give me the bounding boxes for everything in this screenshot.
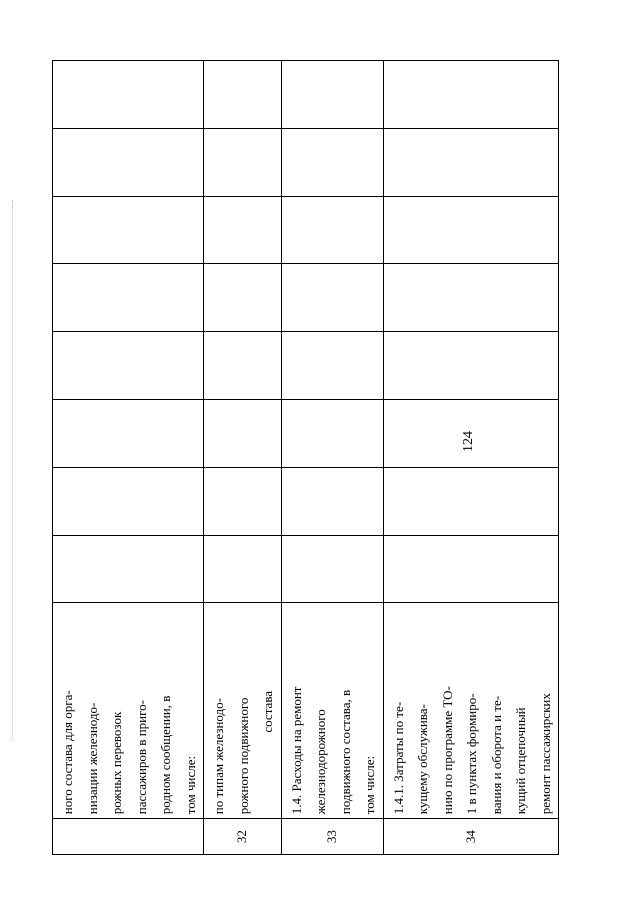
description-line: ремонт пассажирских bbox=[537, 693, 553, 815]
description-line: нию по программе ТО- bbox=[439, 686, 455, 815]
description-line: вания и оборота и те- bbox=[488, 695, 504, 815]
empty-value-cell bbox=[204, 467, 282, 535]
empty-value-cell bbox=[53, 467, 204, 535]
row-description-cell bbox=[281, 603, 383, 819]
empty-value-cell bbox=[204, 128, 282, 196]
description-line: том числе: bbox=[362, 755, 377, 815]
empty-value-cell bbox=[204, 61, 282, 129]
empty-value-cell bbox=[281, 61, 383, 129]
description-line: родном сообщении, в bbox=[158, 695, 173, 815]
empty-value-cell bbox=[281, 332, 383, 400]
empty-value-cell bbox=[204, 264, 282, 332]
empty-value-cell bbox=[204, 332, 282, 400]
row-number-cell: 34 bbox=[383, 819, 559, 855]
page-number: 124 bbox=[461, 431, 476, 452]
table-row bbox=[281, 61, 383, 855]
empty-value-cell bbox=[281, 467, 383, 535]
empty-value-cell bbox=[281, 196, 383, 264]
empty-value-cell bbox=[383, 332, 559, 400]
description-line: подвижного состава, в bbox=[337, 689, 353, 815]
description-line: ного состава для орга- bbox=[60, 690, 75, 815]
description-line: 1.4. Расходы на ремонт bbox=[288, 686, 304, 815]
empty-value-cell bbox=[281, 128, 383, 196]
empty-value-cell bbox=[281, 400, 383, 468]
data-table bbox=[52, 60, 559, 855]
row-description-cell bbox=[53, 603, 204, 819]
table-row bbox=[383, 61, 559, 855]
table-row bbox=[53, 61, 204, 855]
empty-value-cell bbox=[383, 535, 559, 603]
empty-value-cell bbox=[383, 196, 559, 264]
row-description-cell bbox=[383, 603, 559, 819]
empty-value-cell bbox=[53, 535, 204, 603]
description-line: рожных перевозок bbox=[109, 711, 124, 815]
empty-value-cell bbox=[383, 467, 559, 535]
description-line: кущий отцепочный bbox=[513, 707, 528, 815]
table-row bbox=[204, 61, 282, 855]
description-line: железнодорожного bbox=[313, 709, 328, 815]
empty-value-cell bbox=[53, 264, 204, 332]
description-line: кущему обслужива- bbox=[415, 704, 430, 815]
description-line: пассажиров в приго- bbox=[133, 700, 149, 815]
description-line: 1 в пунктах формиро- bbox=[464, 693, 479, 815]
description-line: низации железнодо- bbox=[84, 702, 100, 815]
empty-value-cell bbox=[53, 400, 204, 468]
empty-value-cell bbox=[53, 61, 204, 129]
row-number-cell: 32 bbox=[204, 819, 282, 855]
description-line: состава bbox=[260, 690, 275, 733]
empty-value-cell bbox=[53, 128, 204, 196]
description-line: том числе: bbox=[182, 755, 198, 815]
empty-value-cell bbox=[383, 400, 559, 468]
rotated-table bbox=[52, 60, 553, 855]
empty-value-cell bbox=[204, 400, 282, 468]
row-number-cell: 33 bbox=[281, 819, 383, 855]
empty-value-cell bbox=[53, 332, 204, 400]
description-line: 1.4.1. Затраты по те- bbox=[390, 701, 406, 815]
empty-value-cell bbox=[204, 535, 282, 603]
empty-value-cell bbox=[383, 61, 559, 129]
description-line: по типам железнодо- bbox=[211, 698, 226, 815]
empty-value-cell bbox=[383, 264, 559, 332]
empty-value-cell bbox=[53, 196, 204, 264]
description-line: рожного подвижного bbox=[235, 697, 251, 815]
empty-value-cell bbox=[383, 128, 559, 196]
empty-value-cell bbox=[281, 535, 383, 603]
empty-value-cell bbox=[281, 264, 383, 332]
empty-value-cell bbox=[204, 196, 282, 264]
row-description-cell bbox=[204, 603, 282, 819]
row-number-cell bbox=[53, 819, 204, 855]
scan-artifact-line bbox=[12, 200, 13, 740]
